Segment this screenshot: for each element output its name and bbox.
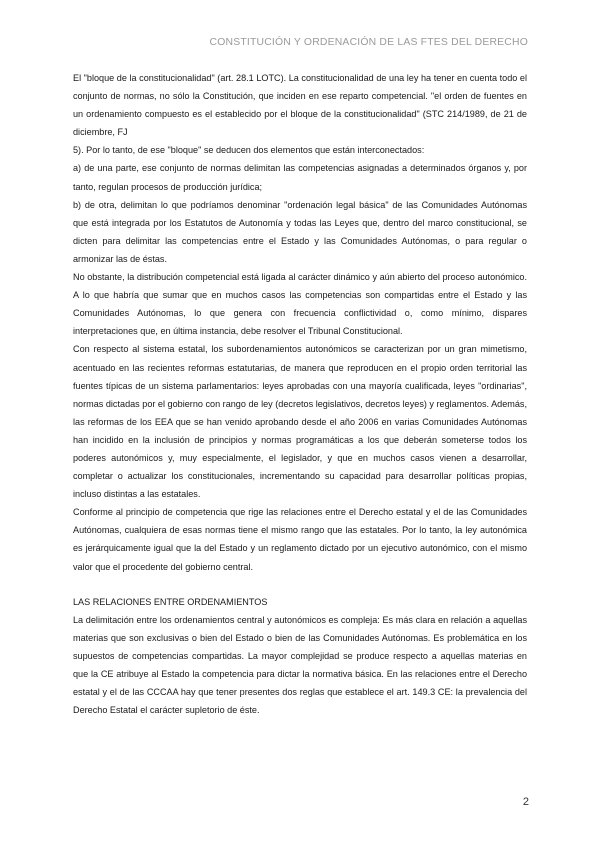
paragraph-principio-competencia: Conforme al principio de competencia que rige las relaciones entre el Derecho estatal y el de las Comunidades Autónomas, cualquiera de esas normas tiene el mismo rango que las estatales. Por lo tanto, la ley autonómica es jerárquicamente igual que la del Estado y un reglamento dictado por un ejecutivo autonómico, con el mismo valor que el procedente del gobierno central. — [73, 507, 527, 572]
paragraph-bloque-constitucionalidad: El "bloque de la constitucionalidad" (art. 28.1 LOTC). La constitucionalidad de una ley ha tener en cuenta todo el conjunto de normas, no sólo la Constitución, que inciden en ese reparto competencial. "el orden de fuentes en un ordenamiento compuesto es el establecido por el bloque de la constitucionalidad" (STC 214/1989, de 21 de diciembre, FJ — [73, 73, 527, 138]
running-header: CONSTITUCIÓN Y ORDENACIÓN DE LAS FTES DEL DERECHO — [209, 37, 528, 48]
paragraph-dos-elementos: 5). Por lo tanto, de ese "bloque" se deducen dos elementos que están interconectados: — [73, 145, 425, 156]
paragraph-sistema-estatal: Con respecto al sistema estatal, los subordenamientos autonómicos se caracterizan por un gran mimetismo, acentuado en las recientes reformas estatutarias, de manera que reproducen en el propio orden territorial las fuentes típicas de un sistema parlamentarios: leyes aprobadas con una mayoría cualificada, leyes "ordinarias", normas dictadas por el gobierno con rango de ley (decretos legislativos, decretos leyes) y reglamentos. Además, las reformas de los EEA que se han venido aprobando desde el año 2006 en varias Comunidades Autónomas han incidido en la inclusión de principios y normas programáticas a los que deberán someterse todos los poderes autonómicos y, muy especialmente, el legislador, y que en muchos casos vienen a desarrollar, completar o actualizar los constitucionales, incrementando su capacidad para desarrollar políticas propias, incluso distintas a las estatales. — [73, 344, 527, 500]
section-heading: LAS RELACIONES ENTRE ORDENAMIENTOS — [73, 596, 268, 607]
paragraph-item-b: b) de otra, delimitan lo que podríamos denominar "ordenación legal básica" de las Comunidades Autónomas que está integrada por los Estatutos de Autonomía y todas las Leyes que, dentro del marco constitucional, se dicten para delimitar las competencias entre el Estado y las Comunidades Autónomas, o para regular o armonizar las de éstas. — [73, 199, 527, 264]
page-number: 2 — [522, 796, 529, 808]
paragraph-distribucion-competencial: No obstante, la distribución competencial está ligada al carácter dinámico y aún abierto del proceso autonómico. A lo que habría que sumar que en muchos casos las competencias son compartidas entre el Estado y las Comunidades Autónomas, lo que genera con frecuencia conflictividad o, como mínimo, dispares interpretaciones que, en última instancia, debe resolver el Tribunal Constitucional. — [73, 272, 527, 337]
section-body-paragraph: La delimitación entre los ordenamientos central y autonómicos es compleja: Es más clara en relación a aquellas materias que son exclusivas o bien del Estado o bien de las Comunidades Autónomas. Es problemática en los supuestos de competencias compartidas. La mayor complejidad se produce respecto a aquellas materias en que la CE atribuye al Estado la competencia para dictar la normativa básica. En las relaciones entre el Derecho estatal y el de las CCCAA hay que tener presentes dos reglas que establece el art. 149.3 CE: la prevalencia del Derecho Estatal el carácter supletorio de éste. — [73, 614, 527, 716]
paragraph-item-a: a) de una parte, ese conjunto de normas delimitan las competencias asignadas a determinados órganos y, por tanto, regulan procesos de producción jurídica; — [73, 163, 527, 192]
document-body — [73, 69, 527, 719]
